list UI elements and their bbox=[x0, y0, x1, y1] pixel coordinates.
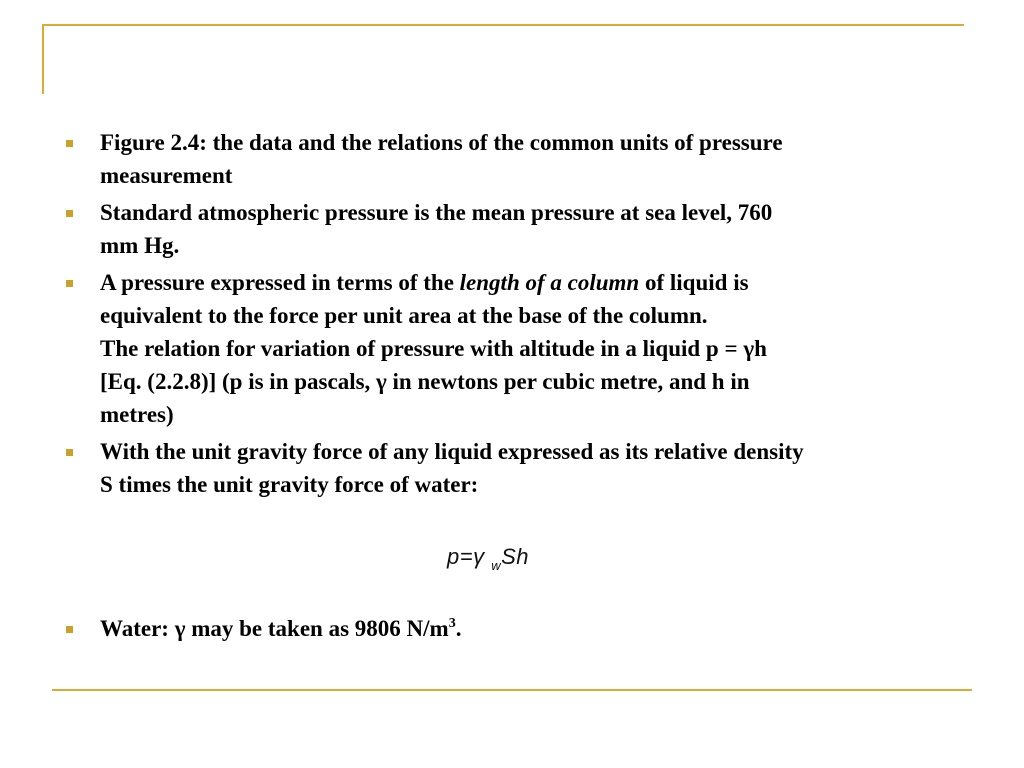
frame-bottom-rule bbox=[52, 689, 972, 691]
pressure-formula bbox=[447, 544, 529, 573]
bullet-line: [Eq. (2.2.8)] (p is in pascals, γ in newtons per cubic metre, and h in bbox=[100, 369, 750, 394]
bullet-standard-pressure bbox=[62, 196, 982, 262]
frame-top-rule bbox=[42, 24, 964, 26]
formula-main: p=γ bbox=[447, 544, 492, 569]
bullet-line: Figure 2.4: the data and the relations of the common units of pressure bbox=[100, 130, 783, 155]
bullet-water-gamma-wrapper bbox=[62, 612, 982, 649]
bullet-square-icon bbox=[66, 449, 73, 456]
formula-tail: Sh bbox=[501, 544, 530, 569]
bullet-line bbox=[100, 266, 982, 299]
frame-left-rule bbox=[42, 24, 44, 94]
bullet-column-pressure bbox=[62, 266, 982, 431]
bullet-line: The relation for variation of pressure with altitude in a liquid p = γh bbox=[100, 336, 767, 361]
bullet-line: With the unit gravity force of any liquid expressed as its relative density bbox=[100, 439, 804, 464]
bullet-line: S times the unit gravity force of water: bbox=[100, 472, 479, 497]
bullet-line: mm Hg. bbox=[100, 233, 180, 258]
bullet-relative-density bbox=[62, 435, 982, 501]
bullet-line: equivalent to the force per unit area at the base of the column. bbox=[100, 303, 708, 328]
superscript: 3 bbox=[448, 616, 456, 631]
bullet-line bbox=[100, 612, 982, 645]
bullet-square-icon bbox=[66, 280, 73, 287]
bullet-line: metres) bbox=[100, 402, 174, 427]
bullet-square-icon bbox=[66, 140, 73, 147]
text-segment: of liquid is bbox=[639, 270, 749, 295]
text-segment: Water: γ may be taken as 9806 N/m bbox=[100, 616, 449, 641]
bullet-figure-reference bbox=[62, 126, 982, 192]
bullet-line: measurement bbox=[100, 163, 233, 188]
bullet-square-icon bbox=[66, 210, 73, 217]
bullet-square-icon bbox=[66, 626, 73, 633]
slide-body bbox=[62, 126, 982, 505]
italic-term: length of a column bbox=[459, 270, 640, 295]
bullet-line: Standard atmospheric pressure is the mean pressure at sea level, 760 bbox=[100, 200, 773, 225]
bullet-water-gamma bbox=[62, 612, 982, 645]
text-segment: . bbox=[455, 616, 462, 641]
formula-subscript: w bbox=[491, 558, 502, 573]
text-segment: A pressure expressed in terms of the bbox=[100, 270, 460, 295]
